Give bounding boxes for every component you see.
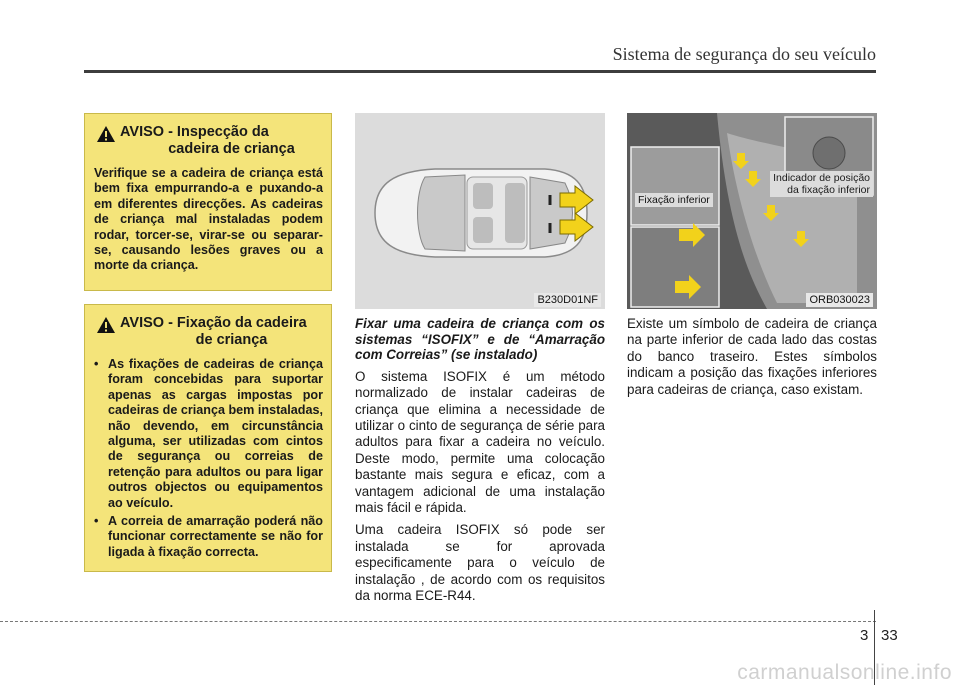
page-header-title: Sistema de segurança do seu veículo bbox=[612, 44, 876, 64]
warning-title-line2: de criança bbox=[195, 332, 268, 348]
warning-body: Verifique se a cadeira de criança está bem fixa empurrando-a e puxando-a em diferentes direcções. As cadeiras de criança mal instaladas podem rodar, torcer-se, virar-se ou separar-se, causando lesões graves ou a morte da criança. bbox=[94, 166, 323, 273]
page-number: 33 bbox=[881, 627, 898, 644]
warning-heading bbox=[94, 315, 323, 349]
warning-box-anchorage bbox=[84, 304, 332, 572]
figure-code: B230D01NF bbox=[534, 293, 601, 307]
figure-code: ORB030023 bbox=[806, 293, 873, 307]
warning-title-line1: - Inspecção da bbox=[168, 124, 269, 140]
isofix-text-column bbox=[355, 316, 605, 610]
paragraph: Existe um símbolo de cadeira de criança na parte inferior de cada lado das costas do banco traseiro. Estes símbolos indicam a posição das fixações inferiores para cadeiras de criança, caso existam. bbox=[627, 316, 877, 397]
warning-word: AVISO bbox=[120, 124, 165, 140]
warning-box-inspection bbox=[84, 113, 332, 291]
car-top-view-illustration bbox=[355, 113, 605, 309]
warning-triangle-icon bbox=[96, 125, 116, 143]
symbol-text-column bbox=[627, 316, 877, 404]
paragraph: Uma cadeira ISOFIX só pode ser instalada se for aprovada especificamente para o veículo de instalação , de acordo com os requisitos da norma ECE-R44. bbox=[355, 522, 605, 604]
warning-triangle-icon bbox=[96, 316, 116, 334]
warning-title-line2: cadeira de criança bbox=[168, 141, 295, 157]
car-top-view-figure bbox=[355, 113, 605, 309]
warning-title-line1: - Fixação da cadeira bbox=[168, 315, 307, 331]
footer-rule bbox=[0, 621, 876, 622]
warning-bullet-list bbox=[94, 357, 323, 560]
warning-word: AVISO bbox=[120, 315, 165, 331]
section-subheading: Fixar uma cadeira de criança com os sistemas “ISOFIX” e de “Amarração com Correias” (se instalado) bbox=[355, 316, 605, 363]
label-anchor-indicator: Indicador de posição da fixação inferior bbox=[770, 171, 873, 197]
watermark-text: carmanualsonline.info bbox=[737, 661, 952, 684]
rear-seat-illustration bbox=[627, 113, 877, 309]
rear-seat-figure bbox=[627, 113, 877, 309]
header-rule bbox=[84, 70, 876, 73]
warning-bullet: • As fixações de cadeiras de criança foram concebidas para suportar apenas as cargas impostas por cadeiras de criança bem instaladas, não devendo, em circunstância alguma, ser utilizadas com cintos de segurança ou correias de retenção para adultos ou para ligar outros objectos ou equipamentos ao veículo. bbox=[94, 357, 323, 510]
label-lower-anchor: Fixação inferior bbox=[635, 193, 713, 207]
chapter-number: 3 bbox=[860, 627, 869, 644]
warning-heading bbox=[94, 124, 323, 158]
warning-bullet: • A correia de amarração poderá não funcionar correctamente se não for ligada à fixação correcta. bbox=[94, 514, 323, 559]
paragraph: O sistema ISOFIX é um método normalizado de instalar cadeiras de criança que elimina a necessidade de utilizar o cinto de segurança de série para adultos para fixar a cadeira no veículo. Deste modo, permite uma colocação bastante mais segura e eficaz, com a vantagem adicional de uma instalação mais fácil e rápida. bbox=[355, 368, 605, 516]
